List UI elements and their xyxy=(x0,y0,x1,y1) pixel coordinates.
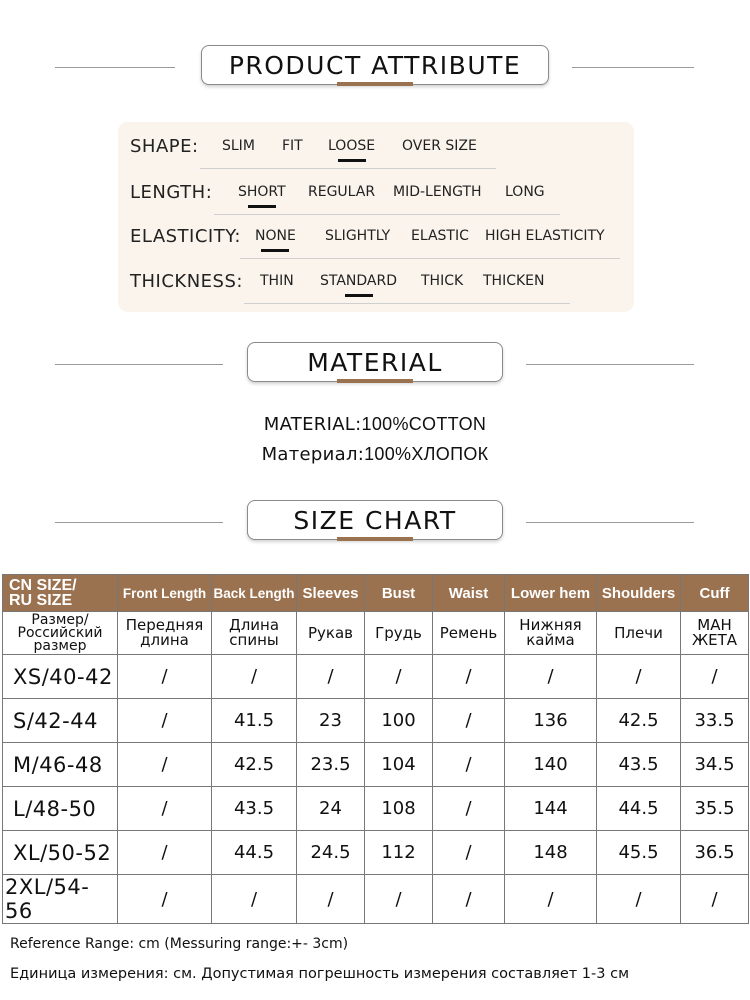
table-cell: / xyxy=(505,875,597,924)
ru-header-cuff: МАН ЖЕТА xyxy=(681,612,749,655)
table-cell: 44.5 xyxy=(597,787,681,831)
table-cell: 136 xyxy=(505,699,597,743)
material-english xyxy=(0,414,750,435)
option-thick: THICK xyxy=(421,273,464,289)
reference-range-note-ru: Единица измерения: см. Допустимая погрешность измерения составляет 1-3 см xyxy=(10,966,630,982)
attr-label-length: LENGTH: xyxy=(130,182,213,203)
col-header-waist: Waist xyxy=(433,575,505,612)
table-cell: / xyxy=(433,699,505,743)
option-loose-selected: LOOSE xyxy=(328,138,376,154)
col-header-front-length: Front Length xyxy=(118,575,212,612)
title-accent-bar xyxy=(337,537,413,541)
table-cell: 23 xyxy=(297,699,365,743)
divider-left xyxy=(55,364,223,365)
option-thin: THIN xyxy=(260,273,294,289)
table-cell: 33.5 xyxy=(681,699,749,743)
ru-header-waist: Ремень xyxy=(433,612,505,655)
table-row xyxy=(3,787,749,831)
header-row-russian xyxy=(3,612,749,655)
ru-header-shoulders: Плечи xyxy=(597,612,681,655)
table-cell: 24.5 xyxy=(297,831,365,875)
table-cell: 24 xyxy=(297,787,365,831)
title-accent-bar xyxy=(337,82,413,86)
table-cell: 148 xyxy=(505,831,597,875)
table-cell: / xyxy=(212,875,297,924)
table-cell: / xyxy=(433,787,505,831)
attr-label-thickness: THICKNESS: xyxy=(130,271,243,292)
table-cell: / xyxy=(297,655,365,699)
attr-underline xyxy=(244,303,570,304)
table-cell: 100 xyxy=(365,699,433,743)
attr-label-elasticity: ELASTICITY: xyxy=(130,226,241,247)
divider-right xyxy=(526,364,694,365)
table-cell: / xyxy=(433,743,505,787)
option-slightly: SLIGHTLY xyxy=(325,228,391,244)
material-label-en: MATERIAL: xyxy=(263,414,362,435)
material-label-ru: Материал: xyxy=(261,444,365,465)
table-cell: / xyxy=(597,655,681,699)
title-accent-bar xyxy=(337,379,413,383)
attr-underline xyxy=(200,168,496,169)
option-short-selected: SHORT xyxy=(238,184,286,200)
attr-row-length xyxy=(130,182,560,212)
size-chart-title xyxy=(247,500,503,540)
option-long: LONG xyxy=(505,184,545,200)
table-cell: / xyxy=(505,655,597,699)
ru-header-back-length: Длина спины xyxy=(212,612,297,655)
table-cell: 112 xyxy=(365,831,433,875)
table-cell: 108 xyxy=(365,787,433,831)
col-header-sleeves: Sleeves xyxy=(297,575,365,612)
table-cell: 140 xyxy=(505,743,597,787)
table-cell: 35.5 xyxy=(681,787,749,831)
table-cell: 42.5 xyxy=(597,699,681,743)
table-cell: / xyxy=(365,875,433,924)
table-cell: 104 xyxy=(365,743,433,787)
table-row xyxy=(3,655,749,699)
table-cell: / xyxy=(597,875,681,924)
reference-range-note: Reference Range: cm (Messuring range:+- 3cm) xyxy=(10,936,349,952)
col-header-size xyxy=(3,575,118,612)
product-attribute-title-text: PRODUCT ATTRIBUTE xyxy=(228,50,522,80)
table-cell: / xyxy=(297,875,365,924)
size-label: XS/40-42 xyxy=(3,655,118,699)
option-regular: REGULAR xyxy=(308,184,376,200)
table-cell: / xyxy=(433,875,505,924)
size-chart-header xyxy=(0,500,750,546)
table-cell: 42.5 xyxy=(212,743,297,787)
option-standard-selected: STANDARD xyxy=(320,273,398,289)
header-row-english xyxy=(3,575,749,612)
option-none-selected: NONE xyxy=(255,228,296,244)
divider-left xyxy=(55,67,175,68)
material-header xyxy=(0,342,750,388)
table-cell: 43.5 xyxy=(597,743,681,787)
ru-header-lower-hem: Нижняя кайма xyxy=(505,612,597,655)
table-cell: 34.5 xyxy=(681,743,749,787)
option-over-size: OVER SIZE xyxy=(402,138,477,154)
ru-header-bust: Грудь xyxy=(365,612,433,655)
table-cell: 44.5 xyxy=(212,831,297,875)
size-label: 2XL/54-56 xyxy=(3,875,118,924)
table-row xyxy=(3,875,749,924)
divider-right xyxy=(572,67,694,68)
size-label: S/42-44 xyxy=(3,699,118,743)
col-header-size-text: CN SIZE/ RU SIZE xyxy=(9,577,77,609)
table-cell: 36.5 xyxy=(681,831,749,875)
size-label: M/46-48 xyxy=(3,743,118,787)
table-cell: / xyxy=(433,655,505,699)
divider-left xyxy=(55,522,223,523)
attr-label-shape: SHAPE: xyxy=(130,136,199,157)
material-russian xyxy=(0,444,750,465)
size-chart-title-text: SIZE CHART xyxy=(293,505,457,535)
table-cell: / xyxy=(118,875,212,924)
table-cell: 45.5 xyxy=(597,831,681,875)
product-attribute-header xyxy=(0,45,750,91)
table-cell: / xyxy=(365,655,433,699)
col-header-lower-hem: Lower hem xyxy=(505,575,597,612)
size-label: L/48-50 xyxy=(3,787,118,831)
option-high-elasticity: HIGH ELASTICITY xyxy=(485,228,605,244)
ru-header-sleeves: Рукав xyxy=(297,612,365,655)
col-header-cuff: Cuff xyxy=(681,575,749,612)
table-cell: / xyxy=(118,655,212,699)
ru-header-front-length: Передняя длина xyxy=(118,612,212,655)
material-value-ru: 100%ХЛОПОК xyxy=(364,444,489,464)
table-cell: / xyxy=(681,875,749,924)
table-cell: 43.5 xyxy=(212,787,297,831)
size-chart-table xyxy=(2,574,749,924)
table-row xyxy=(3,831,749,875)
table-cell: 41.5 xyxy=(212,699,297,743)
table-cell: / xyxy=(212,655,297,699)
option-fit: FIT xyxy=(282,138,303,154)
table-cell: 23.5 xyxy=(297,743,365,787)
attr-row-shape xyxy=(130,136,510,166)
attr-underline xyxy=(240,258,620,259)
table-cell: / xyxy=(118,699,212,743)
col-header-bust: Bust xyxy=(365,575,433,612)
option-thicken: THICKEN xyxy=(483,273,545,289)
table-cell: / xyxy=(118,831,212,875)
option-slim: SLIM xyxy=(222,138,255,154)
material-title-text: MATERIAL xyxy=(307,347,443,377)
material-title xyxy=(247,342,503,382)
col-header-back-length: Back Length xyxy=(212,575,297,612)
divider-right xyxy=(526,522,694,523)
attr-underline xyxy=(214,214,560,215)
size-label: XL/50-52 xyxy=(3,831,118,875)
table-row xyxy=(3,743,749,787)
col-header-shoulders: Shoulders xyxy=(597,575,681,612)
option-elastic: ELASTIC xyxy=(411,228,469,244)
ru-header-size: Размер/ Российский размер xyxy=(3,612,118,655)
table-cell: / xyxy=(681,655,749,699)
table-cell: / xyxy=(118,743,212,787)
attr-row-elasticity xyxy=(130,226,620,256)
option-mid-length: MID-LENGTH xyxy=(393,184,482,200)
table-cell: 144 xyxy=(505,787,597,831)
table-cell: / xyxy=(433,831,505,875)
attr-row-thickness xyxy=(130,271,570,301)
table-row xyxy=(3,699,749,743)
product-attribute-title xyxy=(201,45,549,85)
material-value-en: 100%COTTON xyxy=(361,414,487,434)
table-cell: / xyxy=(118,787,212,831)
